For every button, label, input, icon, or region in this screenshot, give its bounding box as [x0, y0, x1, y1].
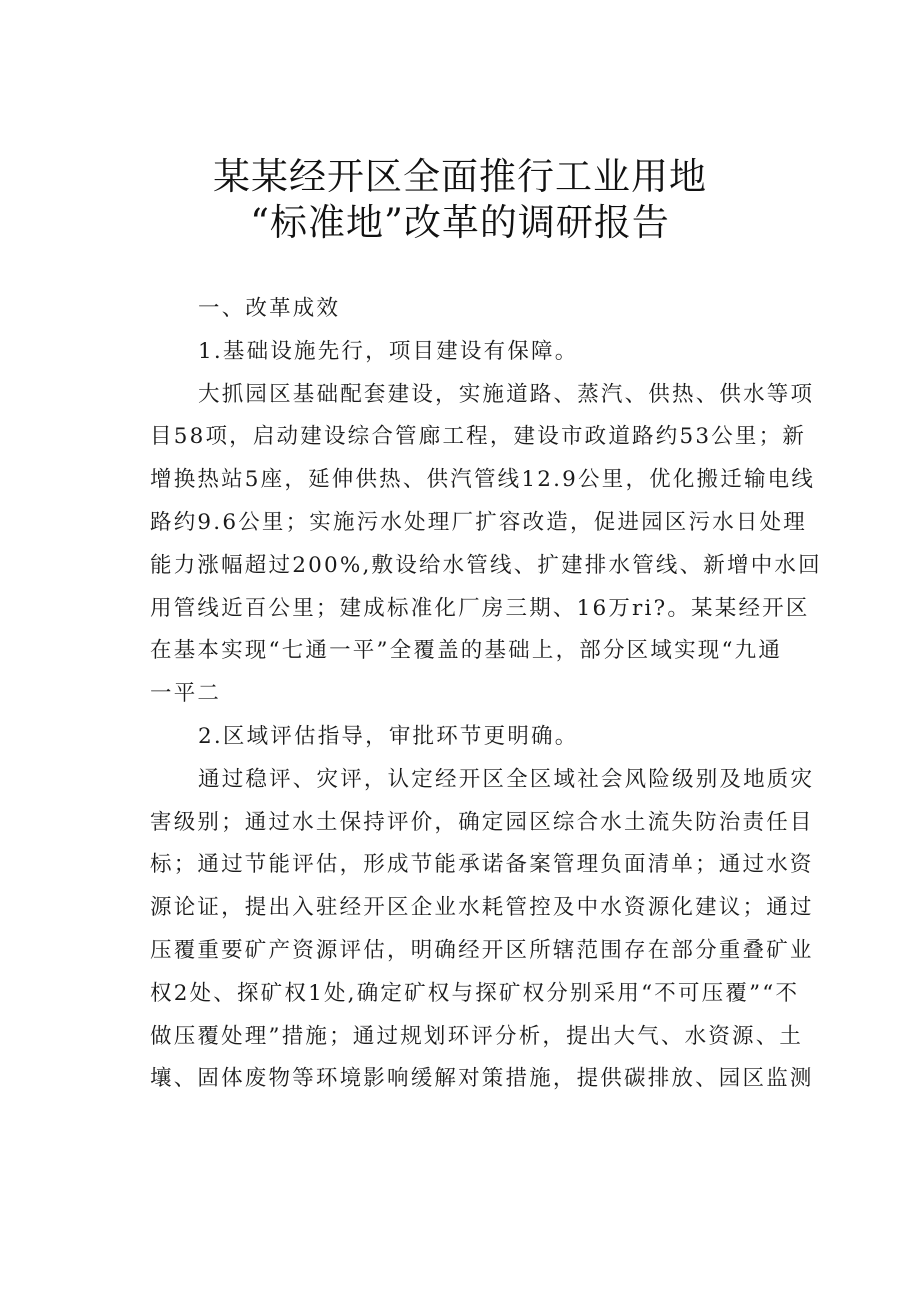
paragraph-line: 增换热站5座，延伸供热、供汽管线12.9公里，优化搬迁输电线: [150, 467, 816, 493]
paragraph-line: 害级别；通过水土保持评价，确定园区综合水土流失防治责任目: [150, 809, 814, 835]
paragraph-line: 标；通过节能评估，形成节能承诺备案管理负面清单；通过水资: [150, 852, 814, 878]
subsection-heading: 2.区域评估指导，审批环节更明确。: [198, 724, 579, 749]
paragraph-line: 压覆重要矿产资源评估，明确经开区所辖范围存在部分重叠矿业: [150, 938, 814, 963]
paragraph-line: 做压覆处理”措施；通过规划环评分析，提出大气、水资源、土: [150, 1023, 804, 1049]
paragraph-line: 能力涨幅超过200%,敷设给水管线、扩建排水管线、新增中水回: [150, 552, 822, 578]
paragraph-line: 路约9.6公里；实施污水处理厂扩容改造，促进园区污水日处理: [150, 510, 807, 535]
paragraph-line: 目58项，启动建设综合管廊工程，建设市政道路约53公里；新: [150, 424, 807, 450]
section-heading: 一、改革成效: [198, 296, 341, 321]
paragraph-line: 通过稳评、灾评，认定经开区全区域社会风险级别及地质灾: [198, 766, 815, 792]
paragraph-line: 权2处、探矿权1处,确定矿权与探矿权分别采用“不可压覆”“不: [150, 980, 800, 1006]
paragraph-line: 大抓园区基础配套建设，实施道路、蒸汽、供热、供水等项: [198, 381, 815, 407]
paragraph-line: 用管线近百公里；建成标准化厂房三期、16万ri?。某某经开区: [150, 595, 810, 621]
report-title-line-1: 某某经开区全面推行工业用地: [213, 155, 707, 198]
paragraph-line: 源论证，提出入驻经开区企业水耗管控及中水资源化建议；通过: [150, 895, 814, 921]
paragraph-line: 壤、固体废物等环境影响缓解对策措施，提供碳排放、园区监测: [150, 1066, 814, 1092]
paragraph-line: 一平二: [150, 681, 222, 707]
paragraph-line: 在基本实现“七通一平”全覆盖的基础上，部分区域实现“九通: [150, 638, 783, 664]
report-title-line-2: “标准地”改革的调研报告: [250, 201, 670, 244]
subsection-heading: 1.基础设施先行，项目建设有保障。: [198, 338, 579, 364]
